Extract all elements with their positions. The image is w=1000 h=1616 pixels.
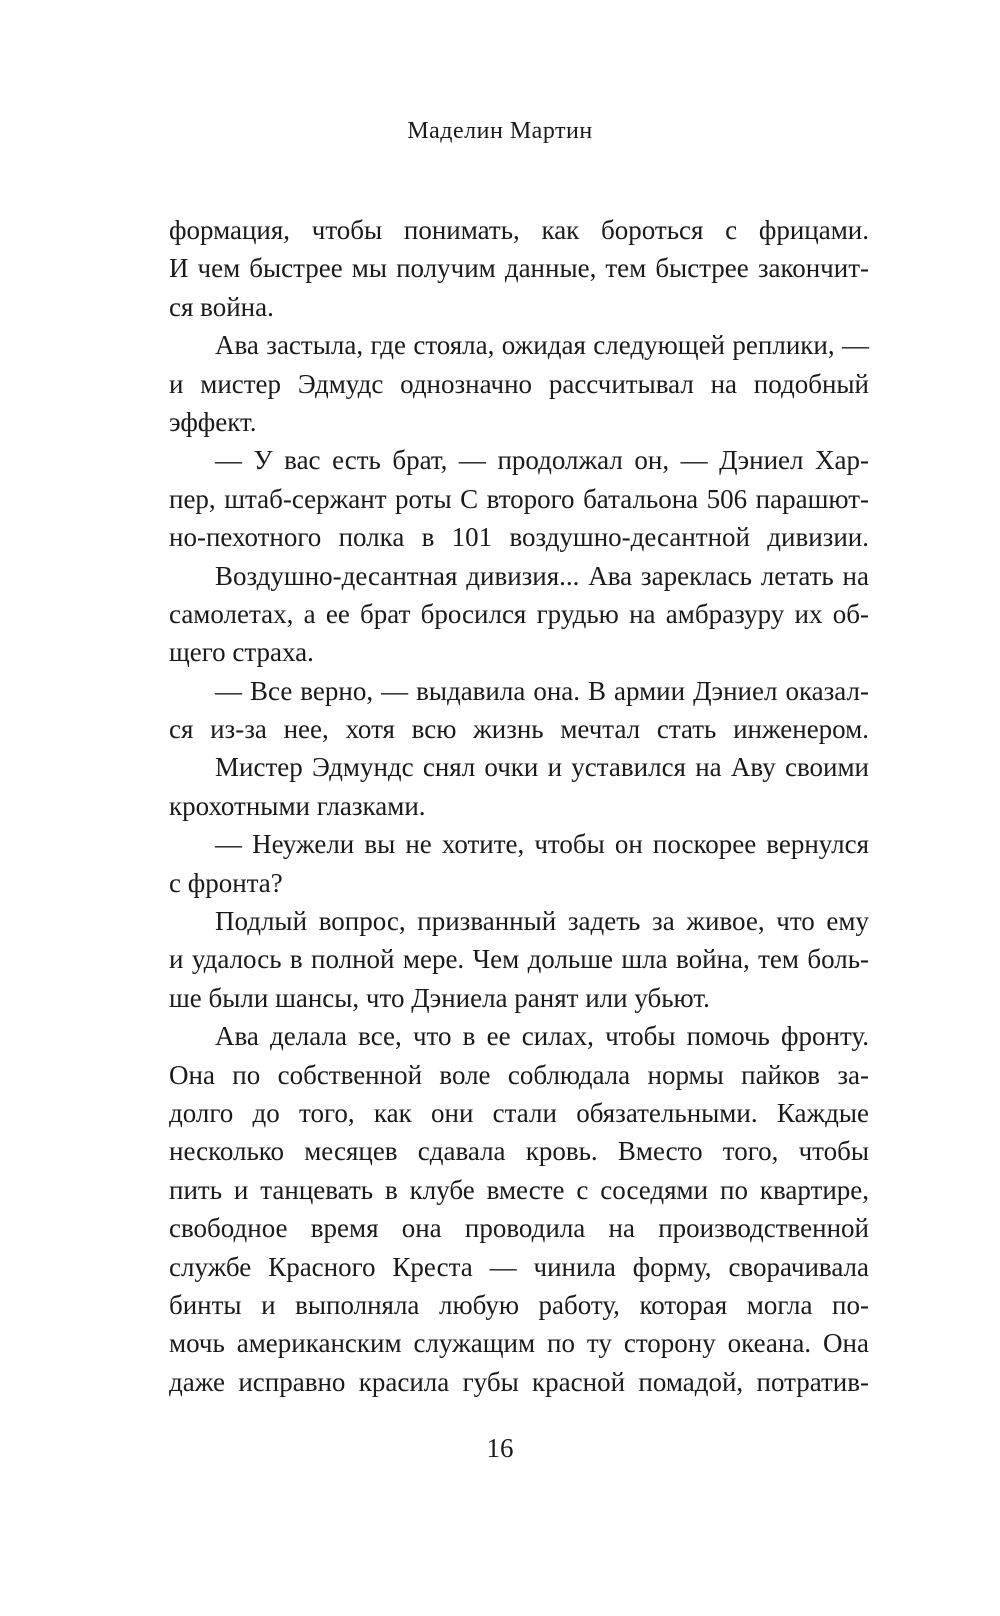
text-line: пер, штаб-сержант роты С второго батальона 506 парашют-	[169, 483, 869, 514]
text-line: долго до того, как они стали обязательными. Каждые	[169, 1097, 869, 1128]
text-line: с фронта?	[169, 867, 283, 898]
text-line: эффект.	[169, 406, 257, 437]
text-line: И чем быстрее мы получим данные, тем быстрее закончит-	[169, 253, 869, 284]
text-line: крохотными глазками.	[169, 790, 426, 821]
text-line: — У вас есть брат, — продолжал он, — Дэниел Хар-	[215, 445, 869, 476]
page-number: 16	[486, 1433, 514, 1463]
text-line: щего страха.	[169, 637, 314, 668]
text-line: бинты и выполняла любую работу, которая могла по-	[169, 1289, 869, 1320]
running-head-author: Маделин Мартин	[407, 118, 593, 144]
text-line: Ава делала все, что в ее силах, чтобы помочь фронту.	[215, 1021, 869, 1052]
text-line: мочь американским служащим по ту сторону океана. Она	[169, 1328, 869, 1359]
text-line: свободное время она проводила на производственной	[169, 1213, 869, 1244]
text-line: — Все верно, — выдавила она. В армии Дэниел оказал-	[215, 675, 869, 706]
text-line: Она по собственной воле соблюдала нормы пайков за-	[169, 1059, 869, 1090]
text-line: даже исправно красила губы красной помадой, потратив-	[169, 1366, 869, 1397]
body-text	[169, 211, 869, 1401]
text-line: но-пехотного полка в 101 воздушно-десантной дивизии.	[169, 522, 869, 553]
text-line: и удалось в полной мере. Чем дольше шла война, тем боль-	[169, 944, 869, 975]
text-line: — Неужели вы не хотите, чтобы он поскорее вернулся	[215, 829, 869, 860]
text-line: Ава застыла, где стояла, ожидая следующей реплики, —	[215, 330, 869, 361]
text-line: ше были шансы, что Дэниела ранят или убьют.	[169, 982, 710, 1013]
text-line: формация, чтобы понимать, как бороться с фрицами.	[169, 215, 869, 245]
text-line: ся из-за нее, хотя всю жизнь мечтал стать инженером.	[169, 714, 869, 745]
text-line: службе Красного Креста — чинила форму, сворачивала	[169, 1251, 869, 1282]
text-line: и мистер Эдмудс однозначно рассчитывал на подобный	[169, 368, 869, 399]
text-line: ся война.	[169, 291, 274, 322]
text-line: самолетах, а ее брат бросился грудью на амбразуру их об-	[169, 598, 869, 629]
text-line: несколько месяцев сдавала кровь. Вместо того, чтобы	[169, 1136, 869, 1167]
text-line: Подлый вопрос, призванный задеть за живое, что ему	[215, 906, 869, 937]
text-line: Воздушно-десантная дивизия... Ава зареклась летать на	[215, 560, 869, 591]
text-line: пить и танцевать в клубе вместе с соседями по квартире,	[169, 1174, 869, 1205]
text-line: Мистер Эдмундс снял очки и уставился на Аву своими	[215, 752, 869, 783]
